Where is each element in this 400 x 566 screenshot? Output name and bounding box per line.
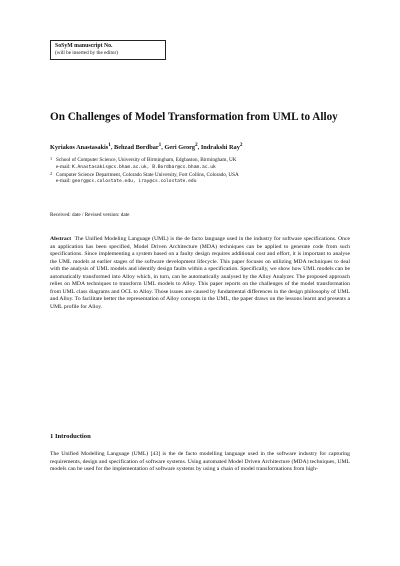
author-name: Geri Georg: [164, 144, 196, 152]
author-superscript: 1: [158, 142, 162, 148]
manuscript-note: (will be inserted by the editor): [55, 50, 118, 56]
email-label: e-mail:: [56, 163, 72, 170]
abstract-text: The Unified Modeling Language (UML) is the de facto language used in the industry for software specifications. Once an application has been specified, Model Driven Architecture (MDA) techniques can be applied to generate code from such specifications. Since implementing a system based on a faulty design requires additional cost and effort, it is important to analyse the UML models at earlier stages of the software development lifecycle. This paper focuses on utilizing MDA techniques to deal with the analysis of UML models and identify design faults within a specification. Specifically, we show how UML models can be automatically transformed into Alloy which, in turn, can be automatically analysed by the Alloy Analyzer. The proposed approach relies on MDA techniques to transform UML models to Alloy. This paper reports on the challenges of the model transformation from UML class diagrams and OCL to Alloy. Those issues are caused by fundamental differences in the design philosophy of UML and Alloy. To facilitate better the representation of Alloy concepts in the UML, the paper draws on the lessons learnt and presents a UML profile for Alloy.: [50, 236, 350, 310]
email-address: georg@cs.colostate.edu, iray@cs.colostate.edu: [72, 179, 197, 185]
affiliation-address: Computer Science Department, Colorado State University, Fort Collins, Colorado, USA: [56, 171, 239, 178]
author-superscript: 1: [108, 142, 111, 148]
manuscript-label: SoSyM manuscript No.: [55, 43, 113, 49]
email-address: K.Anastasakis@cs.bham.ac.uk, B.Bordbar@cs.bham.ac.uk: [72, 164, 216, 170]
author-superscript: 2: [195, 142, 198, 148]
author-name: Kyriakos Anastasakis: [50, 144, 109, 152]
abstract: [50, 236, 350, 311]
affiliation-item: [50, 172, 350, 186]
affiliation-number: 2: [50, 170, 53, 176]
author-list: Kyriakos Anastasakis$^1$, Behzad Bordbar$^1$, Geri Georg$^2$, Indrakshi Ray$^2$: [50, 142, 243, 152]
abstract-label: Abstract: [50, 236, 72, 242]
manuscript-box: [50, 40, 166, 60]
affiliation-item: [50, 157, 350, 171]
author-name: Indrakshi Ray: [200, 144, 240, 152]
paper-title: On Challenges of Model Transformation from UML to Alloy: [50, 111, 338, 123]
affiliation-number: 1: [50, 156, 53, 161]
author-superscript: 2: [239, 142, 243, 148]
author-name: Behzad Bordbar: [114, 144, 159, 152]
section-heading: 1 Introduction: [50, 433, 91, 440]
email-label: e-mail:: [56, 178, 72, 185]
received-date: Received: date / Revised version: date: [50, 212, 130, 218]
affiliation-list: [50, 157, 350, 187]
affiliation-address: School of Computer Science, University of Birmingham, Edgbaston, Birmingham, UK: [56, 157, 237, 163]
introduction-paragraph: The Unified Modelling Language (UML) [43] is the de facto modelling language used in the software industry for capturing requirements, design and specification of software systems. Using automated Model Driven Architecture (MDA) techniques, UML models can be used for the implementation of software systems by using a chain of model transformations from high-: [50, 451, 350, 473]
